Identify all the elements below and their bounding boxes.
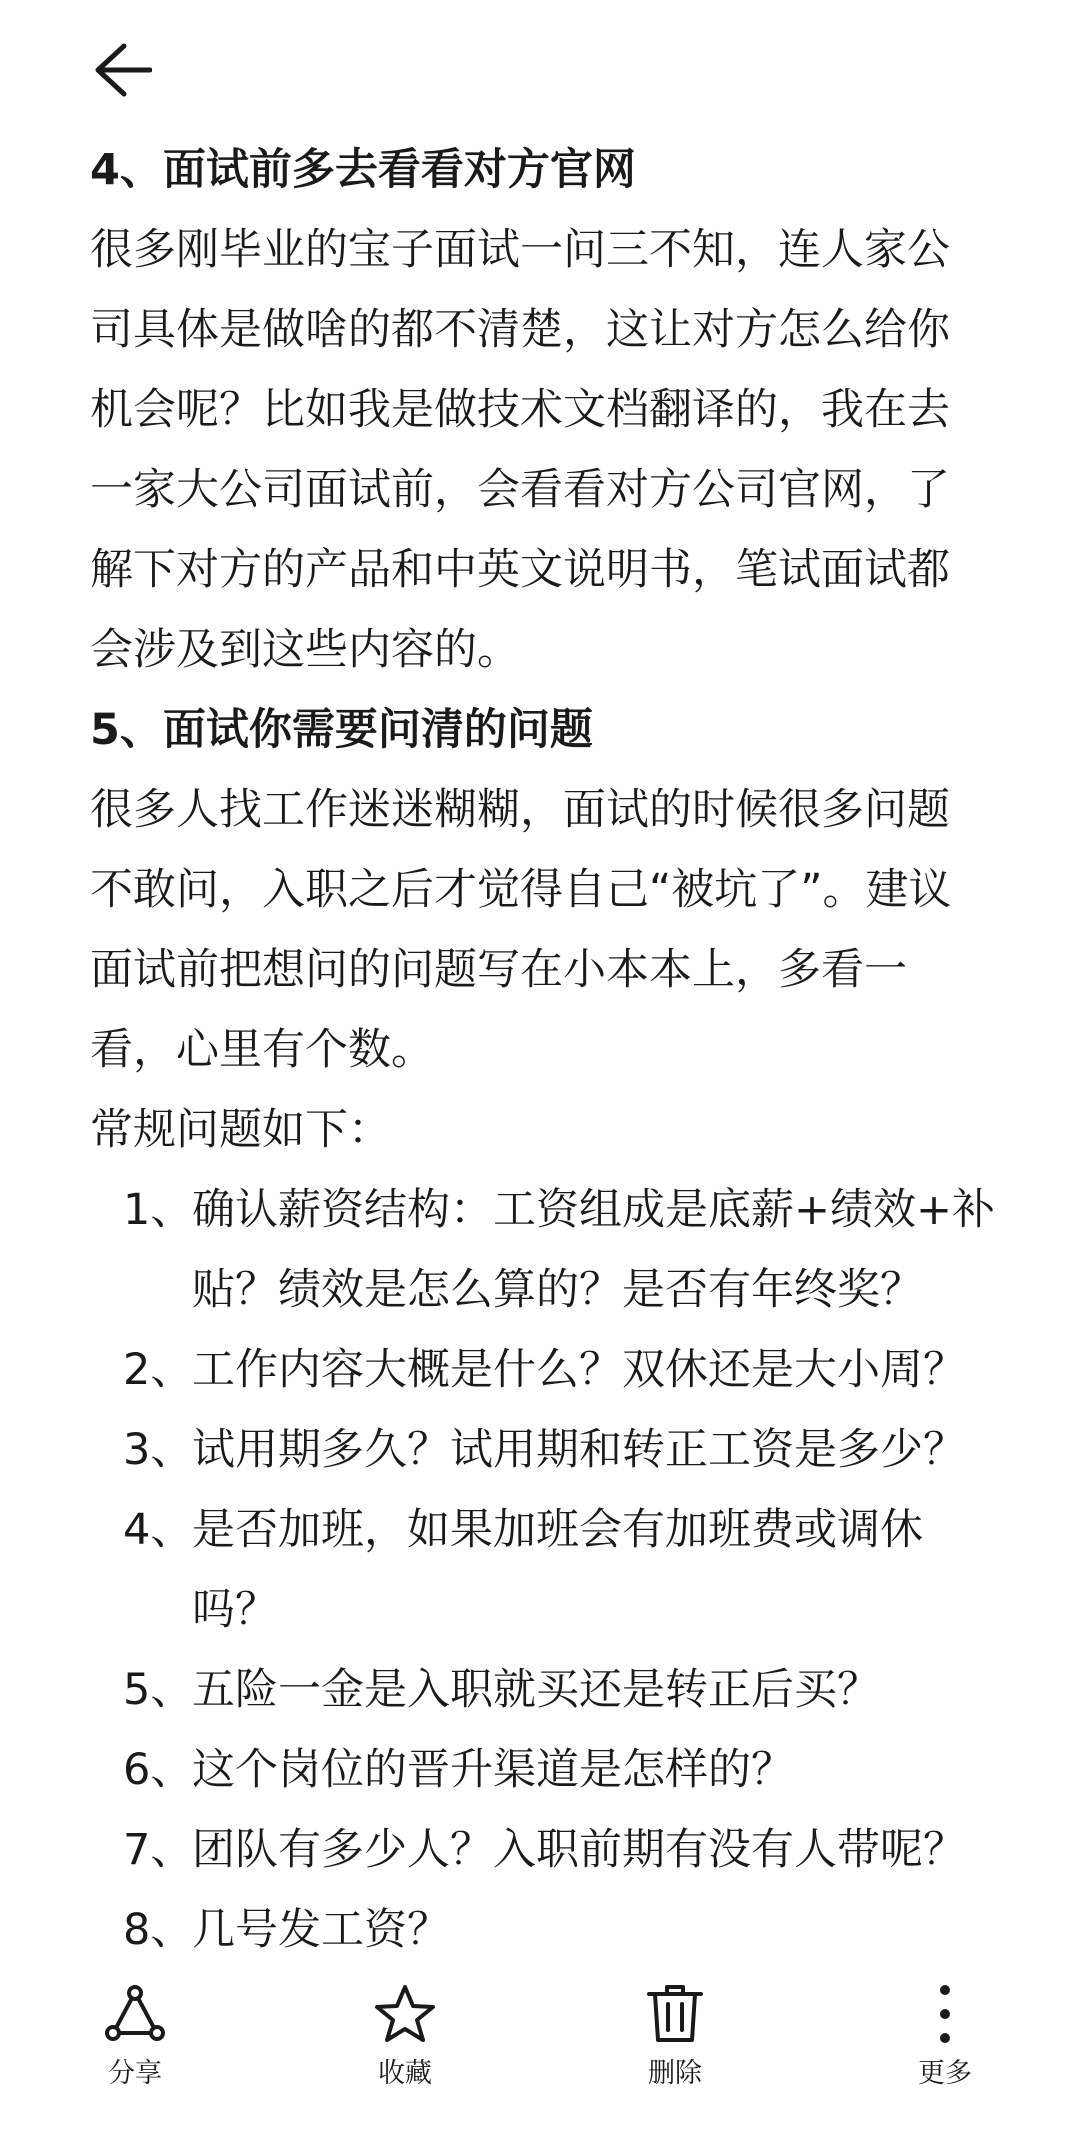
section-5-title: 5、面试你需要问清的问题 <box>90 705 593 755</box>
list-item-number: 1、 <box>123 1185 194 1235</box>
list-item-text: 贴？绩效是怎么算的？是否有年终奖？ <box>192 1265 923 1315</box>
section-4-line: 机会呢？比如我是做技术文档翻译的，我在去 <box>90 385 950 435</box>
list-item-text: 试用期多久？试用期和转正工资是多少？ <box>192 1425 966 1475</box>
trash-icon <box>645 1982 705 2046</box>
list-item-text: 是否加班，如果加班会有加班费或调休 <box>192 1505 923 1555</box>
section-4-line: 司具体是做啥的都不清楚，这让对方怎么给你 <box>90 305 950 355</box>
list-item <box>90 1410 1010 1490</box>
list-item <box>90 1170 1010 1330</box>
list-item-text: 这个岗位的晋升渠道是怎样的？ <box>192 1745 794 1795</box>
list-item-number: 4、 <box>123 1505 194 1555</box>
more-label: 更多 <box>918 2058 972 2089</box>
more-vertical-icon <box>935 1982 955 2046</box>
list-intro: 常规问题如下： <box>90 1105 391 1155</box>
list-item-text: 工作内容大概是什么？双休还是大小周？ <box>192 1345 966 1395</box>
section-5-line: 很多人找工作迷迷糊糊，面试的时候很多问题 <box>90 785 950 835</box>
more-button[interactable] <box>835 1979 1055 2091</box>
section-4-line: 会涉及到这些内容的。 <box>90 625 520 675</box>
list-item-text: 吗？ <box>192 1585 278 1635</box>
questions-list <box>90 1170 1010 1970</box>
section-5-line: 不敢问，入职之后才觉得自己“被坑了”。建议 <box>90 865 952 915</box>
list-item-number: 8、 <box>123 1905 194 1955</box>
share-icon <box>104 1983 166 2045</box>
list-item-number: 5、 <box>123 1665 194 1715</box>
share-button[interactable] <box>25 1979 245 2091</box>
list-item-number: 2、 <box>123 1345 194 1395</box>
section-4-line: 很多刚毕业的宝子面试一问三不知，连人家公 <box>90 225 950 275</box>
list-item-number: 7、 <box>123 1825 194 1875</box>
section-4-line: 解下对方的产品和中英文说明书，笔试面试都 <box>90 545 950 595</box>
favorite-label: 收藏 <box>378 2058 432 2089</box>
bottom-action-bar <box>0 1971 1080 2131</box>
list-item <box>90 1730 1010 1810</box>
list-item <box>90 1490 1010 1650</box>
list-item-text: 几号发工资？ <box>192 1905 450 1955</box>
section-5-line: 面试前把想问的问题写在小本本上，多看一 <box>90 945 907 995</box>
list-item <box>90 1810 1010 1890</box>
list-item-text: 团队有多少人？入职前期有没有人带呢？ <box>192 1825 966 1875</box>
list-item-text: 确认薪资结构：工资组成是底薪+绩效+补 <box>192 1185 996 1235</box>
share-label: 分享 <box>108 2058 162 2089</box>
star-icon <box>373 1983 437 2045</box>
list-item-number: 6、 <box>123 1745 194 1795</box>
section-4-title: 4、面试前多去看看对方官网 <box>90 145 636 195</box>
list-item <box>90 1890 1010 1970</box>
list-item <box>90 1650 1010 1730</box>
favorite-button[interactable] <box>295 1979 515 2091</box>
section-5-line: 看，心里有个数。 <box>90 1025 434 1075</box>
list-item-number: 3、 <box>123 1425 194 1475</box>
list-item <box>90 1330 1010 1410</box>
delete-button[interactable] <box>565 1979 785 2091</box>
article-content <box>90 130 1010 1970</box>
section-4-line: 一家大公司面试前，会看看对方公司官网，了 <box>90 465 950 515</box>
list-item-text: 五险一金是入职就买还是转正后买？ <box>192 1665 880 1715</box>
delete-label: 删除 <box>648 2058 702 2089</box>
back-button[interactable] <box>82 30 162 110</box>
arrow-left-icon <box>92 42 152 98</box>
